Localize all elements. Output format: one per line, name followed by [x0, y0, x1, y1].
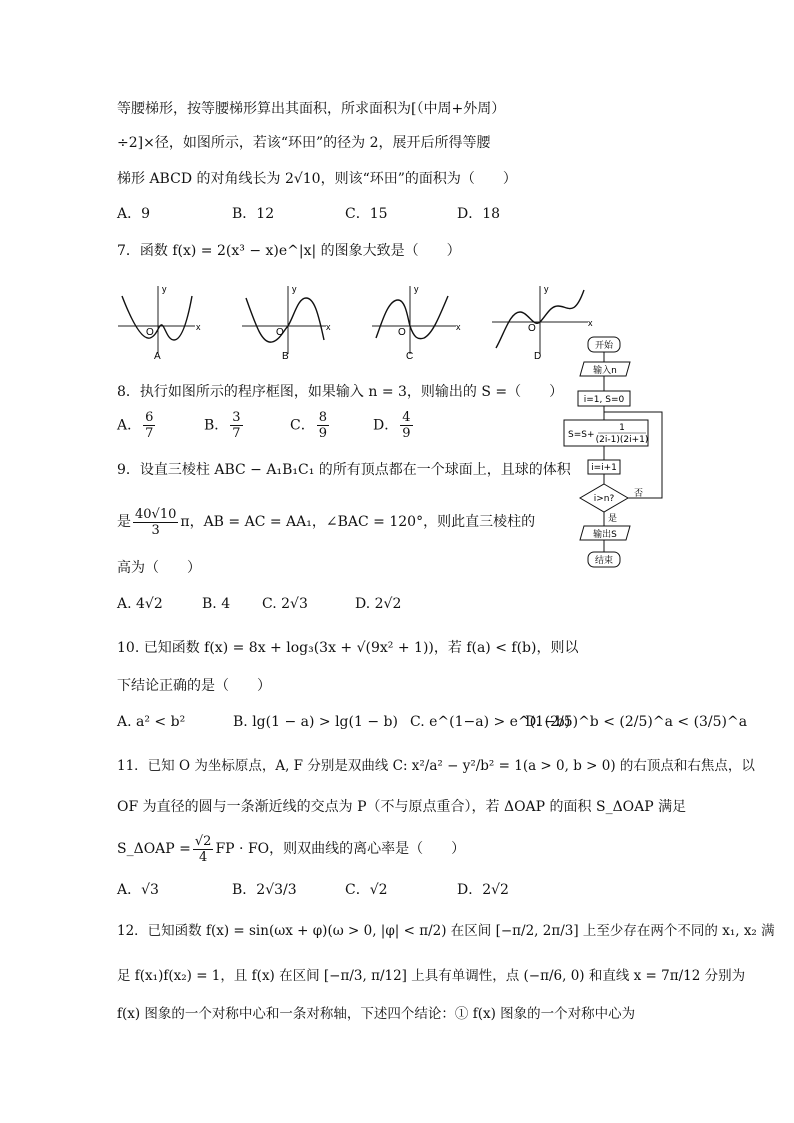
- flowchart: [560, 334, 680, 574]
- graph-a-label: A: [154, 351, 161, 362]
- q9-line1: 9．设直三棱柱 ABC − A₁B₁C₁ 的所有顶点都在一个球面上，且球的体积: [117, 462, 571, 478]
- graph-c-label: C: [406, 351, 414, 362]
- graph-c-y: y: [414, 284, 419, 294]
- graph-c-o: O: [398, 327, 406, 338]
- q6-line3: 梯形 ABCD 的对角线长为 2√10，则该“环田”的面积为（ ）: [117, 171, 517, 187]
- graph-b-x: x: [326, 322, 331, 332]
- flowchart-update-den: (2i-1)(2i+1): [595, 435, 649, 445]
- q11-option-a: A．√3: [117, 882, 159, 898]
- graph-a-o: O: [146, 327, 154, 338]
- q7-stem: 7．函数 f(x) = 2(x³ − x)e^|x| 的图象大致是（ ）: [117, 243, 461, 259]
- q6-option-a: A．9: [117, 206, 151, 222]
- flowchart-yes: 是: [608, 514, 618, 524]
- graph-a-x: x: [196, 322, 201, 332]
- graph-c-x: x: [456, 322, 461, 332]
- q10-line1: 10. 已知函数 f(x) = 8x + log₃(3x + √(9x² + 1))，若 f(a) < f(b)，则以: [117, 640, 579, 656]
- flowchart-no: 否: [634, 489, 644, 499]
- graph-b-label: B: [282, 351, 289, 362]
- graph-d-o: O: [528, 323, 536, 334]
- q8-option-b: B． $\frac{3}{7}$: [204, 410, 241, 441]
- flowchart-cond-text: i>n?: [593, 494, 615, 504]
- graph-d-y: y: [544, 284, 549, 294]
- flowchart-init-text: i=1, S=0: [583, 395, 625, 405]
- q10-option-a: A. a² < b²: [117, 714, 186, 730]
- q9-option-d: D. 2√2: [355, 596, 402, 612]
- q6-option-c: C．15: [345, 206, 388, 222]
- q8-option-d: D． $\frac{4}{9}$: [373, 410, 411, 441]
- q6-option-d: D．18: [457, 206, 501, 222]
- q10-option-b: B. lg(1 − a) > lg(1 − b): [233, 714, 398, 730]
- q9-option-a: A. 4√2: [117, 596, 163, 612]
- q7-graphs: [110, 282, 593, 362]
- graph-d-label: D: [534, 351, 542, 362]
- graph-a-y: y: [162, 284, 167, 294]
- flowchart-update-num: 1: [619, 423, 625, 433]
- q6-option-b: B．12: [232, 206, 275, 222]
- graph-b-y: y: [292, 284, 297, 294]
- q9-line2: 是 $\frac{40√10}{3}$ π，AB = AC = AA₁，∠BAC = 120°，则此直三棱柱的: [117, 506, 536, 538]
- flowchart-start-text: 开始: [594, 341, 614, 351]
- q10-option-c: C. e^(1−a) > e^(1−b): [410, 714, 571, 730]
- q8-stem: 8．执行如图所示的程序框图，如果输入 n = 3，则输出的 S =（ ）: [117, 384, 564, 400]
- flowchart-incr-text: i=i+1: [591, 463, 617, 473]
- q11-line2: OF 为直径的圆与一条渐近线的交点为 P（不与原点重合），若 ΔOAP 的面积 S_ΔOAP 满足: [117, 799, 687, 815]
- q12-line3: f(x) 图象的一个对称中心和一条对称轴，下述四个结论：① f(x) 图象的一个对称中心为: [117, 1006, 636, 1022]
- graph-b-o: O: [276, 327, 284, 338]
- flowchart-update-left: S=S+: [568, 430, 595, 440]
- q9-option-c: C. 2√3: [262, 596, 308, 612]
- graph-b: [242, 284, 331, 362]
- q11-line1: 11．已知 O 为坐标原点，A, F 分别是双曲线 C: x²/a² − y²/b² = 1(a > 0, b > 0) 的右顶点和右焦点，以: [117, 758, 755, 774]
- q10-line2: 下结论正确的是（ ）: [117, 678, 271, 694]
- q12-line1: 12．已知函数 f(x) = sin(ωx + φ)(ω > 0, |φ| < π/2) 在区间 [−π/2, 2π/3] 上至少存在两个不同的 x₁, x₂ 满: [117, 923, 775, 939]
- q8-option-c: C． $\frac{8}{9}$: [290, 410, 327, 441]
- graph-a: [118, 284, 201, 362]
- graph-d-x: x: [588, 318, 593, 328]
- q11-option-d: D．2√2: [457, 882, 509, 898]
- q8-option-a: A． $\frac{6}{7}$: [117, 410, 154, 441]
- q11-line3: S_ΔOAP = $\frac{√2}{4}$ FP · FO，则双曲线的离心率是（ ）: [117, 833, 466, 865]
- q6-line2: ÷2]×径，如图所示，若该“环田”的径为 2，展开后所得等腰: [117, 135, 491, 151]
- graph-c: [372, 284, 461, 362]
- q9-line3: 高为（ ）: [117, 560, 201, 576]
- q12-line2: 足 f(x₁)f(x₂) = 1，且 f(x) 在区间 [−π/3, π/12] 上具有单调性，点 (−π/6, 0) 和直线 x = 7π/12 分别为: [117, 968, 746, 984]
- q11-option-c: C．√2: [345, 882, 388, 898]
- q9-option-b: B. 4: [202, 596, 231, 612]
- q10-option-d: D. (2/5)^b < (2/5)^a < (3/5)^a: [525, 714, 748, 730]
- flowchart-output-text: 输出S: [593, 530, 617, 540]
- q11-option-b: B．2√3/3: [232, 882, 297, 898]
- flowchart-input-text: 输入n: [593, 366, 617, 376]
- q6-line1: 等腰梯形，按等腰梯形算出其面积，所求面积为[（中周+外周）: [117, 101, 506, 117]
- flowchart-end-text: 结束: [594, 556, 614, 566]
